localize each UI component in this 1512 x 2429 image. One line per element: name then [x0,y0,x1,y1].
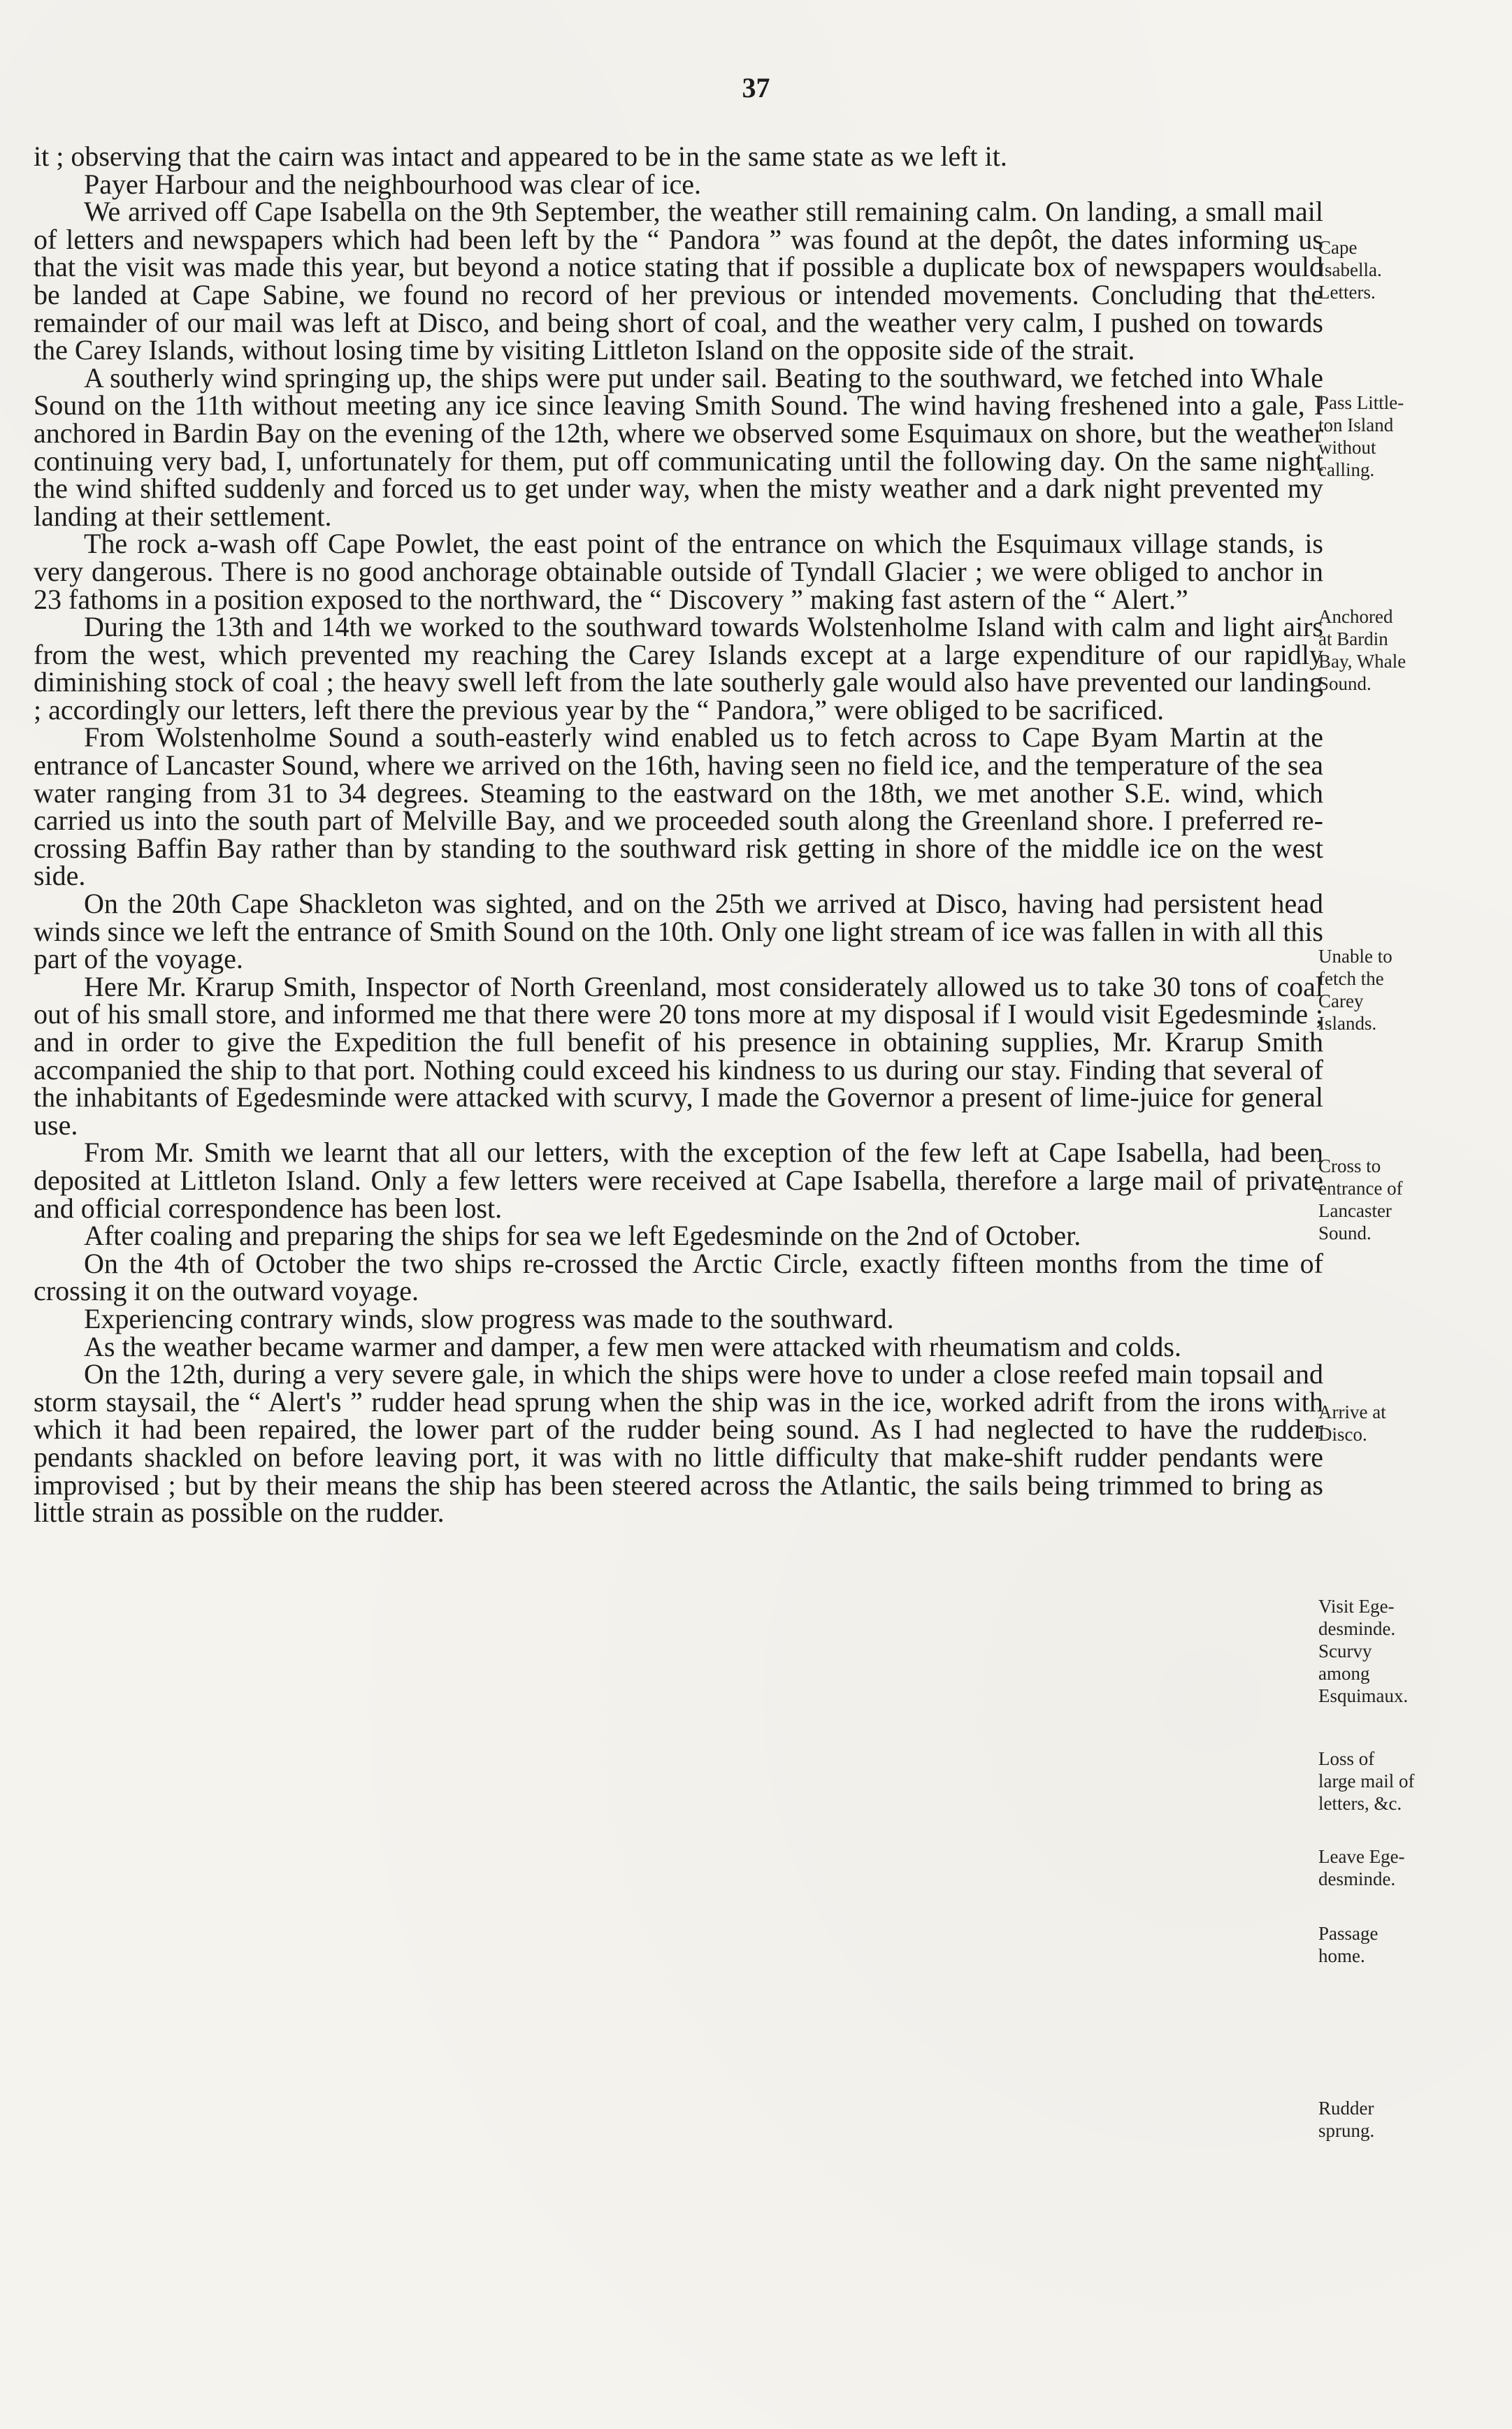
paragraph: From Wolstenholme Sound a south-easterly wind enabled us to fetch across to Cape Byam Martin at the entrance of Lancaster Sound, where we arrived on the 16th, having seen no field ice, and the temperature of the sea water ranging from 31 to 34 degrees. Steaming to the eastward on the 18th, we met another S.E. wind, which carried us into the south part of Melville Bay, and we proceeded south along the Greenland shore. I preferred re-crossing Baffin Bay rather than by standing to the southward risk getting in shore of the middle ice on the west side. [34,721,1323,892]
paragraph: On the 12th, during a very severe gale, in which the ships were hove to under a close reefed main topsail and storm staysail, the “ Alert's ” rudder head sprung when the ship was in the ice, worked adrift from the irons with which it had been repaired, the lower part of the rudder being sound. As I had neglected to have the rudder pendants shackled on before leaving port, it was with no little difficulty that make-shift rudder pendants were improvised ; but by their means the ship has been steered across the Atlantic, the sails being trimmed to bring as little strain as possible on the rudder. [34,1358,1323,1529]
paragraph: We arrived off Cape Isabella on the 9th September, the weather still remaining calm. On landing, a small mail of letters and newspapers which had been left by the “ Pandora ” was found at the depôt, the dates informing us that the visit was made this year, but beyond a notice stating that if possible a duplicate box of newspapers would be landed at Cape Sabine, we found no record of her previous or intended movements. Concluding that the remainder of our mail was left at Disco, and being short of coal, and the weather very calm, I pushed on towards the Carey Islands, without losing time by visiting Littleton Island on the opposite side of the strait. [34,196,1323,366]
paragraph: Experiencing contrary winds, slow progress was made to the southward. [84,1302,894,1334]
margin-note: Unable to fetch the Carey Islands. [1318,946,1392,1034]
paragraph: On the 20th Cape Shackleton was sighted, and on the 25th we arrived at Disco, having had persistent head winds since we left the entrance of Smith Sound on the 10th. Only one light stream of ice was fallen in with all this part of the voyage. [34,888,1323,975]
paragraph: On the 4th of October the two ships re-crossed the Arctic Circle, exactly fifteen months from the time of crossing it on the outward voyage. [34,1247,1323,1307]
margin-note: Pass Little- ton Island without calling. [1318,392,1404,480]
margin-note: Leave Ege- desminde. [1318,1846,1405,1889]
margin-note: Rudder sprung. [1318,2098,1375,2141]
margin-note: Passage home. [1318,1923,1378,1966]
paragraph: After coaling and preparing the ships for sea we left Egedesminde on the 2nd of October. [84,1220,1081,1252]
paragraph: During the 13th and 14th we worked to the southward towards Wolstenholme Island with calm and light airs from the west, which prevented my reaching the Carey Islands except at a large expenditure of our rapidly diminishing stock of coal ; the heavy swell left from the late southerly gale would also have prevented our landing ; accordingly our letters, left there the previous year by the “ Pandora,” were obliged to be sacrificed. [34,611,1323,726]
paragraph: A southerly wind springing up, the ships were put under sail. Beating to the southward, we fetched into Whale Sound on the 11th without meeting any ice since leaving Smith Sound. The wind having freshened into a gale, I anchored in Bardin Bay on the evening of the 12th, where we observed some Esquimaux on shore, but the weather continuing very bad, I, unfortunately for them, put off communicating until the following day. On the same night the wind shifted suddenly and forced us to get under way, when the misty weather and a dark night prevented my landing at their settlement. [34,361,1323,532]
margin-note: Anchored at Bardin Bay, Whale Sound. [1318,606,1406,694]
margin-note: Arrive at Disco. [1318,1401,1386,1445]
paragraph: Here Mr. Krarup Smith, Inspector of North Greenland, most considerately allowed us to take 30 tons of coal out of his small store, and informed me that there were 20 tons more at my disposal if I would visit Egedesminde ; and in order to give the Expedition the full benefit of his presence in obtaining supplies, Mr. Krarup Smith accompanied the ship to that port. Nothing could exceed his kindness to us during our stay. Finding that several of the inhabitants of Egedesminde were attacked with scurvy, I made the Governor a present of lime-juice for general use. [34,970,1323,1141]
paragraph: From Mr. Smith we learnt that all our letters, with the exception of the few left at Cape Isabella, had been deposited at Littleton Island. Only a few letters were received at Cape Isabella, therefore a large mail of private and official correspondence has been lost. [34,1137,1323,1224]
margin-note: Loss of large mail of letters, &c. [1318,1748,1415,1814]
margin-note: Cape Isabella. Letters. [1318,237,1382,303]
page-number: 37 [742,72,770,103]
paragraph: As the weather became warmer and damper, a few men were attacked with rheumatism and colds. [84,1330,1181,1362]
paragraph: it ; observing that the cairn was intact and appeared to be in the same state as we left it. [34,140,1007,172]
paragraph: Payer Harbour and the neighbourhood was clear of ice. [84,168,702,200]
paragraph: The rock a-wash off Cape Powlet, the east point of the entrance on which the Esquimaux village stands, is very dangerous. There is no good anchorage obtainable outside of Tyndall Glacier ; we were obliged to anchor in 23 fathoms in a position exposed to the northward, the “ Discovery ” making fast astern of the “ Alert.” [34,528,1323,615]
margin-note: Visit Ege- desminde. Scurvy among Esquimaux. [1318,1596,1409,1706]
margin-note: Cross to entrance of Lancaster Sound. [1318,1155,1403,1244]
